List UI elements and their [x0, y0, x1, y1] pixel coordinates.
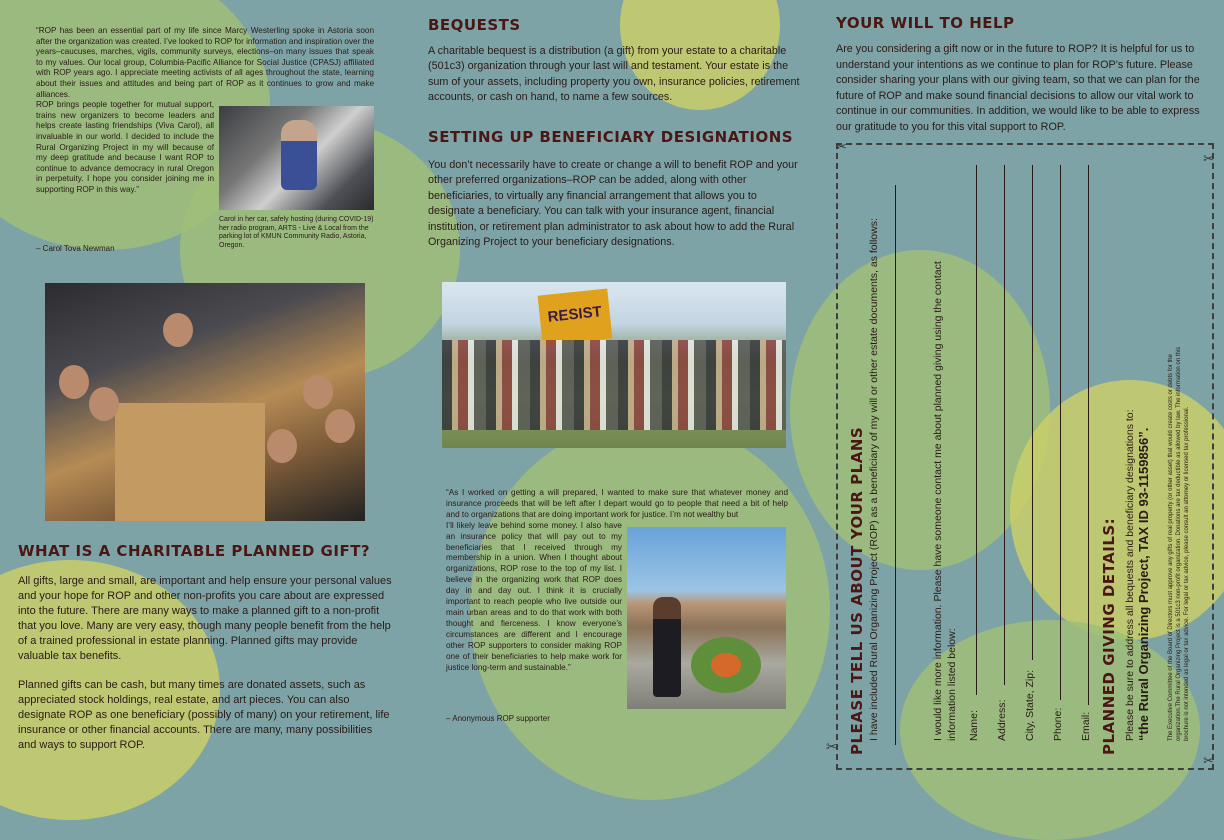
fine-print: organization.The Rural Organizing Project is a 501c3 non-profit organization. Donations are tax deductible as allowed by law. The information on this [1176, 346, 1182, 741]
radio-studio-photo [45, 283, 365, 521]
carol-attribution: – Carol Tova Newman [36, 244, 115, 253]
fine-print: The Executive Committee of the Board of Directors must approve any gifts of real property (or other asset) that would create costs or debts for the [1168, 354, 1174, 741]
scissors-icon: ✂ [1203, 151, 1214, 166]
phone-field[interactable] [1060, 165, 1061, 700]
giving-details-name: “the Rural Organizing Project, TAX ID 93-1159856”. [1136, 427, 1151, 741]
fine-print: brochure is not intended as legal or tax advice. For legal or tax advice, please consult an attorney or licensed tax professional. [1184, 406, 1190, 741]
address-label: Address: [996, 699, 1008, 741]
email-field[interactable] [1088, 165, 1089, 705]
will-text: Are you considering a gift now or in the future to ROP? It is helpful for us to understand your intentions as we continue to plan for ROP’s future. Please consider sharing your plans with our giving team, so that we can plan for the future of ROP and make sound financial decisions to allow our vital work to continue in our communities. In addition, we would like to be able to express our gratitude to you for this vital support to ROP. [836, 43, 1200, 133]
market-booth-photo [627, 527, 786, 709]
city-label: City, State, Zip: [1024, 670, 1036, 741]
contact-checkbox-text-2: information listed below: [946, 628, 958, 741]
bequests-text: A charitable bequest is a distribution (a gift) from your estate to a charitable (501c3) organization through your last will and testament. Your estate is the sum of your assets, including property you own, insurance policies, retirement accounts, or cash on hand, to name a few sources. [428, 45, 800, 104]
address-field[interactable] [1004, 165, 1005, 685]
middle-panel [408, 0, 816, 792]
beneficiary-text: You don’t necessarily have to create or change a will to benefit ROP and your other preferred organizations–ROP can be added, along with other beneficiaries, to virtually any financial arrangement that allows you to designate a beneficiary. You can talk with your insurance agent, financial institution, or retirement plan administrator to ask about how to add the Rural Organizing Project to your beneficiary designations. [428, 159, 798, 249]
bequests-heading: BEQUESTS [428, 16, 521, 34]
scissors-icon: ✂ [826, 739, 837, 754]
planned-gift-paragraph: Planned gifts can be cash, but many times are donated assets, such as appreciated stock holdings, real estate, and art pieces. You can also designate ROP as one beneficiary (possibly of many) on your retirement, life insurance or other financial accounts. There are many, many possibilities and ways to support ROP. [18, 679, 390, 751]
will-section [836, 14, 1208, 136]
resist-sign: RESIST [546, 303, 603, 326]
anonymous-quote-top: “As I worked on getting a will prepared, I wanted to make sure that whatever money and insurance proceeds that will be left after I depart would go to people that need a bit of help and to organizations that are doing important work for justice. I’m not wealthy but [446, 488, 788, 519]
contact-checkbox-text[interactable]: I would like more information. Please have someone contact me about planned giving using the contact [932, 261, 944, 741]
name-field[interactable] [976, 165, 977, 695]
scissors-icon: ✂ [836, 139, 847, 154]
scissors-icon: ✂ [1203, 753, 1214, 768]
protest-photo [442, 282, 786, 448]
anonymous-attribution: – Anonymous ROP supporter [446, 714, 550, 723]
phone-label: Phone: [1052, 707, 1064, 741]
bequest-line[interactable] [895, 185, 896, 745]
city-field[interactable] [1032, 165, 1033, 660]
bequest-checkbox-text[interactable]: I have included Rural Organizing Project (ROP) as a beneficiary of my will or other estate documents, as follows: [868, 218, 880, 741]
anonymous-quote-wrap: I’ll likely leave behind some money. I also have an insurance policy that will pay out to my beneficiaries that I received through my membership in a union. When I thought about organizations, ROP rose to the top of my list. I believe in the organizing work that ROP does day in and day out. I think it is crucially important to reach people who live outside our main urban areas and to do that work with both thought and fierceness. I know everyone’s circumstances are different and I encourage other ROP supporters to consider making ROP one of their beneficiaries to help make work for justice long-term and sustainable.” [446, 520, 622, 672]
name-label: Name: [968, 710, 980, 741]
right-panel [816, 0, 1224, 792]
beneficiary-heading: SETTING UP BENEFICIARY DESIGNATIONS [428, 128, 794, 146]
bequests-section [428, 16, 800, 106]
left-panel [0, 0, 408, 792]
beneficiary-section [428, 128, 800, 250]
carol-car-photo [219, 106, 374, 210]
form-heading: PLEASE TELL US ABOUT YOUR PLANS [848, 426, 866, 755]
carol-quote-top: “ROP has been an essential part of my life since Marcy Westerling spoke in Astoria soon after the organization was created. I’ve looked to ROP for information and inspiration over the years–caucuses, marches, vigils, community surveys, elections–on many issues that speak to my values. Our local group, Columbia-Pacific Alliance for Social Justice (CPASJ) affiliated with ROP years ago. I appreciate meeting activists of all ages throughout the state, learning about their issues and attitudes and being part of ROP as it continues to grow and make alliances. [36, 26, 374, 99]
pledge-form [826, 139, 1214, 770]
giving-details-heading: PLANNED GIVING DETAILS: [1100, 517, 1118, 755]
planned-gift-heading: WHAT IS A CHARITABLE PLANNED GIFT? [18, 542, 371, 560]
carol-quote-wrap: ROP brings people together for mutual support, trains new organizers to become leaders and helps create lasting friendships (Viva Carol), all invaluable in our world. I decided to include the Rural Organizing Project in my will because of my deep gratitude and because I want ROP to continue to advance democracy in rural Oregon in perpetuity. I hope you consider joining me in supporting ROP in this way.” [36, 100, 214, 194]
planned-gift-paragraph: All gifts, large and small, are important and help ensure your personal values and your hope for ROP and other non-profits you care about are expressed into the future. There are many ways to make a planned gift to a non-profit that you love. Many are very easy, though many people benefit from the help of a trained professional in estate planning. Planned gifts may provide valuable tax benefits. [18, 575, 392, 662]
email-label: Email: [1080, 711, 1092, 741]
photo-caption: Carol in her car, safely hosting (during COVID-19) her radio program, ARTS - Live & Local from the parking lot of KMUN Community Radio, Astoria, Oregon. [219, 216, 374, 249]
giving-details-text: Please be sure to address all bequests and beneficiary designations to: [1124, 409, 1136, 741]
will-heading: YOUR WILL TO HELP [836, 14, 1015, 32]
planned-gift-section [18, 542, 392, 753]
